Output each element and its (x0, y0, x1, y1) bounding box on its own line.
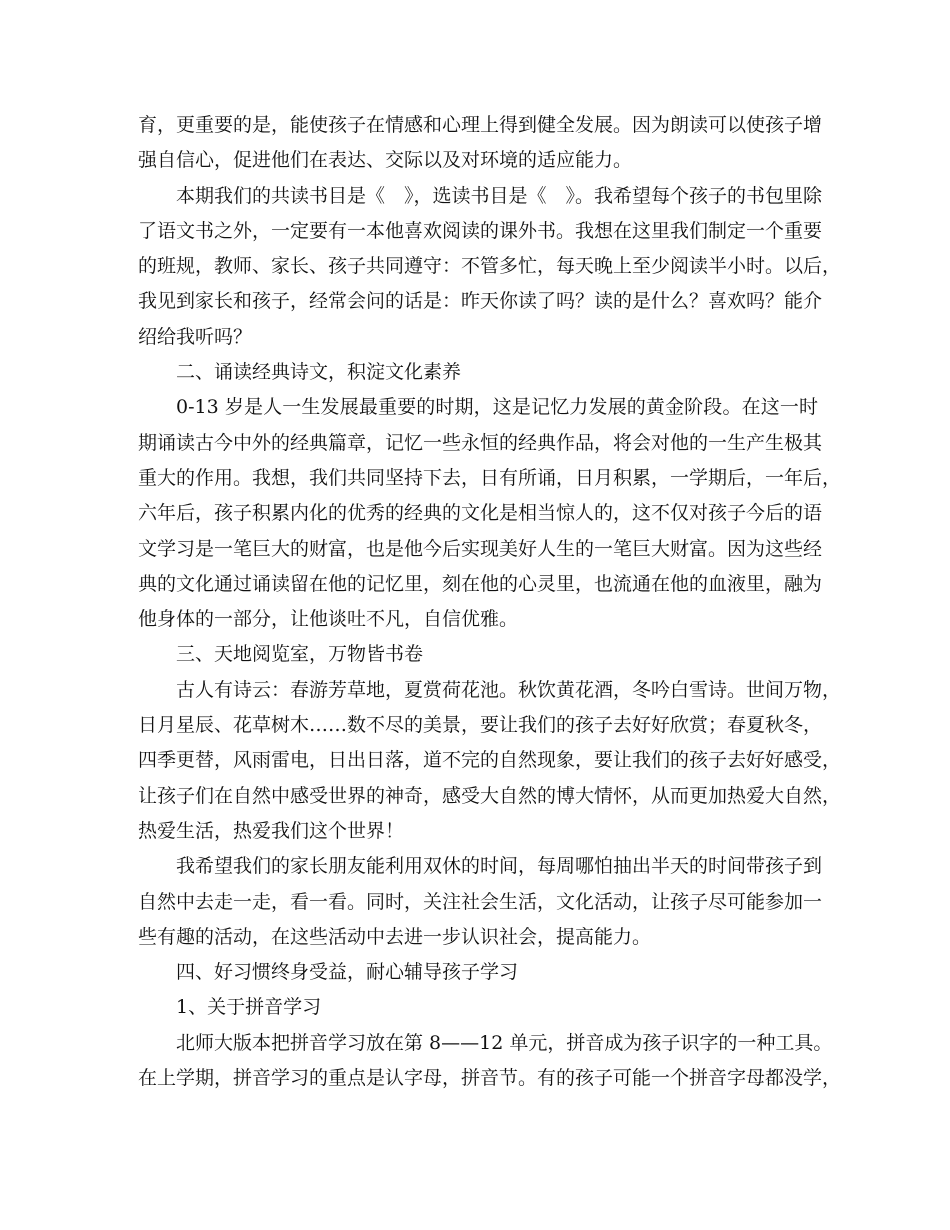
text-line: 了语文书之外，一定要有一本他喜欢阅读的课外书。我想在这里我们制定一个重要 (138, 219, 823, 242)
text-line: 绍给我听吗？ (138, 325, 253, 348)
document-body (138, 108, 842, 1096)
text-line: 在上学期，拼音学习的重点是认字母，拼音节。有的孩子可能一个拼音字母都没学， (138, 1067, 842, 1090)
text-line: 他身体的一部分，让他谈吐不凡，自信优雅。 (138, 608, 519, 631)
text-line: 强自信心，促进他们在表达、交际以及对环境的适应能力。 (138, 149, 633, 172)
text-line: 重大的作用。我想，我们共同坚持下去，日有所诵，日月积累，一学期后，一年后， (138, 466, 842, 489)
text-line: 的班规，教师、家长、孩子共同遵守：不管多忙，每天晚上至少阅读半小时。以后， (138, 255, 842, 278)
text-line: 让孩子们在自然中感受世界的神奇，感受大自然的博大情怀，从而更加热爱大自然， (138, 784, 842, 807)
text-line: 自然中去走一走，看一看。同时，关注社会生活，文化活动，让孩子尽可能参加一 (138, 890, 823, 913)
text-line: 0-13 岁是人一生发展最重要的时期，这是记忆力发展的黄金阶段。在这一时 (176, 396, 818, 419)
text-line: 日月星辰、花草树木……数不尽的美景，要让我们的孩子去好好欣赏；春夏秋冬， (138, 714, 823, 737)
text-line: 本期我们的共读书目是《 》，选读书目是《 》。我希望每个孩子的书包里除 (176, 184, 823, 207)
text-line: 三、天地阅览室，万物皆书卷 (176, 643, 424, 666)
text-line: 热爱生活，热爱我们这个世界！ (138, 819, 405, 842)
text-line: 古人有诗云：春游芳草地，夏赏荷花池。秋饮黄花酒，冬吟白雪诗。世间万物， (176, 678, 842, 701)
text-line: 六年后，孩子积累内化的优秀的经典的文化是相当惊人的，这不仅对孩子今后的语 (138, 502, 823, 525)
text-line: 我希望我们的家长朋友能利用双休的时间，每周哪怕抽出半天的时间带孩子到 (176, 855, 823, 878)
text-line: 二、诵读经典诗文，积淀文化素养 (176, 361, 462, 384)
text-line: 四季更替，风雨雷电，日出日落，道不完的自然现象，要让我们的孩子去好好感受， (138, 749, 842, 772)
text-line: 我见到家长和孩子，经常会问的话是：昨天你读了吗？读的是什么？喜欢吗？能介 (138, 290, 823, 313)
text-line: 期诵读古今中外的经典篇章，记忆一些永恒的经典作品，将会对他的一生产生极其 (138, 431, 823, 454)
text-line: 1、关于拼音学习 (176, 996, 322, 1019)
text-line: 文学习是一笔巨大的财富，也是他今后实现美好人生的一笔巨大财富。因为这些经 (138, 537, 823, 560)
text-line: 四、好习惯终身受益，耐心辅导孩子学习 (176, 961, 519, 984)
text-line: 典的文化通过诵读留在他的记忆里，刻在他的心灵里，也流通在他的血液里，融为 (138, 572, 823, 595)
text-line: 些有趣的活动，在这些活动中去进一步认识社会，提高能力。 (138, 925, 652, 948)
text-line: 北师大版本把拼音学习放在第 8——12 单元，拼音成为孩子识字的一种工具。 (176, 1031, 833, 1054)
text-line: 育，更重要的是，能使孩子在情感和心理上得到健全发展。因为朗读可以使孩子增 (138, 114, 823, 136)
